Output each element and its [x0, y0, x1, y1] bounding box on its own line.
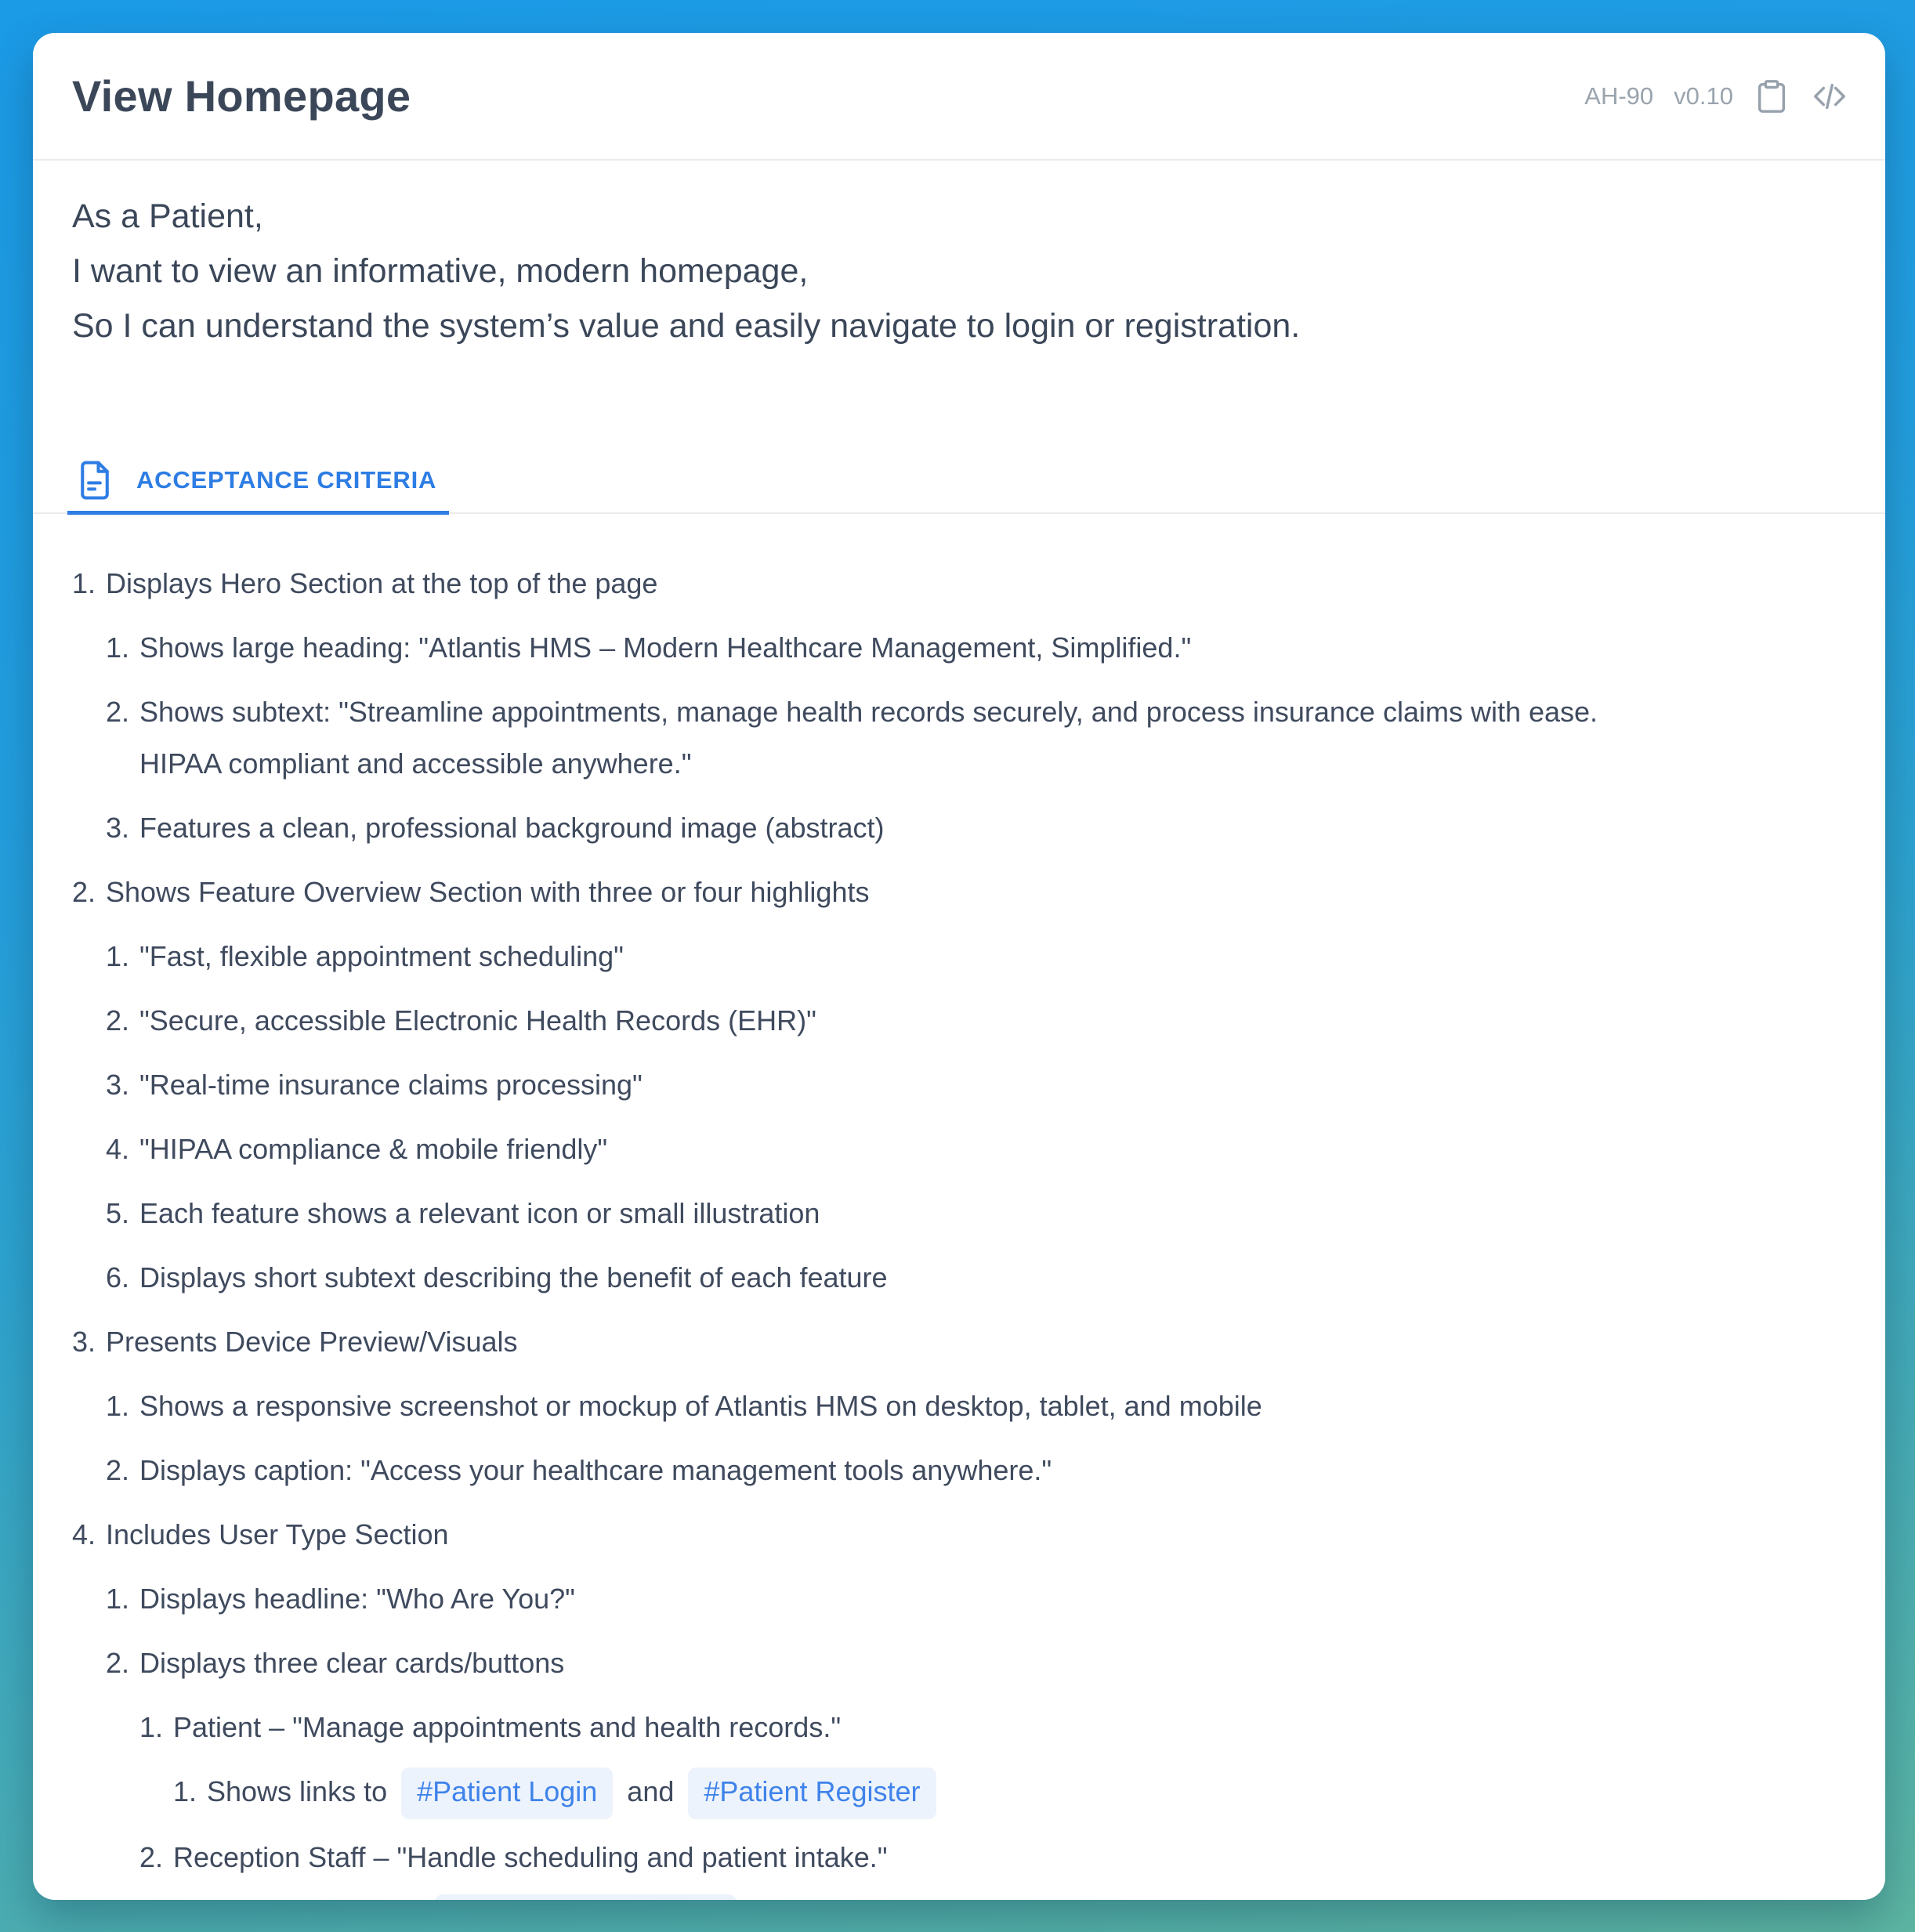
criteria-text: Displays Hero Section at the top of the page: [106, 567, 658, 599]
item-number: 2.: [106, 696, 130, 728]
item-number: 3.: [106, 1069, 130, 1101]
item-number: 4.: [72, 1518, 96, 1550]
criteria-text: [207, 1766, 1846, 1819]
criteria-row: [106, 1188, 1846, 1239]
criteria-text: "Real-time insurance claims processing": [139, 1069, 643, 1101]
user-story: [72, 189, 1846, 353]
criteria-text: Each feature shows a relevant icon or small illustration: [139, 1197, 820, 1229]
criteria-row: [139, 1832, 1846, 1883]
criteria-text-segment: and: [619, 1775, 682, 1807]
story-line-goal: I want to view an informative, modern homepage,: [72, 252, 809, 290]
criteria-row: [106, 1380, 1846, 1432]
criteria-text: Displays three clear cards/buttons: [139, 1647, 565, 1679]
clipped-pill-sliver: [435, 1894, 737, 1900]
code-button[interactable]: [1810, 78, 1849, 114]
page-title: View Homepage: [72, 71, 411, 121]
criteria-text-segment: HIPAA compliant and accessible anywhere.": [139, 747, 692, 780]
item-number: 3.: [72, 1326, 96, 1358]
criteria-text-segment: Shows links to: [207, 1775, 396, 1807]
item-number: 2.: [106, 1454, 130, 1486]
criteria-text: Displays caption: "Access your healthcare management tools anywhere.": [139, 1454, 1052, 1486]
link-pill[interactable]: #Patient Login: [401, 1767, 613, 1819]
criteria-item: [106, 802, 1846, 854]
story-card: [33, 33, 1885, 1900]
item-number: 1.: [106, 631, 130, 664]
criteria-item: [106, 1380, 1846, 1432]
criteria-item: [106, 1059, 1846, 1111]
tab-bar: [33, 459, 1885, 514]
criteria-item: [106, 1637, 1846, 1883]
criteria-row: [106, 995, 1846, 1047]
tab-label: ACCEPTANCE CRITERIA: [136, 466, 437, 494]
item-number: 4.: [106, 1133, 130, 1165]
criteria-row: [106, 802, 1846, 854]
criteria-row: [72, 1509, 1846, 1561]
criteria-text: Includes User Type Section: [106, 1518, 449, 1550]
criteria-item: [106, 1252, 1846, 1304]
criteria-item: [106, 995, 1846, 1047]
header-meta: [1584, 78, 1849, 114]
item-number: 6.: [106, 1261, 130, 1293]
card-header: [33, 33, 1885, 161]
item-number: 1.: [139, 1711, 164, 1743]
ticket-id: AH-90: [1584, 81, 1654, 110]
tab-acceptance-criteria[interactable]: [67, 459, 449, 515]
criteria-item: [173, 1766, 1846, 1819]
criteria-row: [106, 1445, 1846, 1496]
item-number: 2.: [106, 1004, 130, 1037]
item-number: 1.: [106, 940, 130, 972]
criteria-row: [72, 867, 1846, 918]
copy-button[interactable]: [1754, 78, 1790, 114]
criteria-row: [106, 1252, 1846, 1304]
story-line-benefit: So I can understand the system’s value and easily navigate to login or registration.: [72, 307, 1301, 345]
criteria-text: Shows large heading: "Atlantis HMS – Modern Healthcare Management, Simplified.": [139, 631, 1192, 664]
criteria-item: [72, 1316, 1846, 1496]
criteria-item: [139, 1832, 1846, 1883]
criteria-item: [72, 1509, 1846, 1883]
criteria-text: Shows a responsive screenshot or mockup of Atlantis HMS on desktop, tablet, and mobile: [139, 1390, 1262, 1422]
criteria-item: [106, 931, 1846, 982]
criteria-text: "Secure, accessible Electronic Health Records (EHR)": [139, 1004, 816, 1037]
item-number: 2.: [139, 1841, 164, 1873]
criteria-row: [106, 622, 1846, 674]
item-number: 5.: [106, 1197, 130, 1229]
criteria-item: [106, 1445, 1846, 1496]
criteria-row: [106, 931, 1846, 982]
criteria-text: Displays short subtext describing the benefit of each feature: [139, 1261, 888, 1293]
item-number: 2.: [106, 1647, 130, 1679]
criteria-row: [173, 1766, 1846, 1819]
criteria-text: Shows Feature Overview Section with three or four highlights: [106, 876, 870, 908]
criteria-row: [139, 1702, 1846, 1753]
criteria-row: [106, 1573, 1846, 1625]
criteria-item: [139, 1702, 1846, 1819]
criteria-item: [106, 1188, 1846, 1239]
criteria-text: [139, 686, 1846, 790]
criteria-text-segment: Shows subtext: "Streamline appointments, manage health records securely, and process insurance claims with ease.: [139, 696, 1598, 728]
criteria-row: [106, 1059, 1846, 1111]
item-number: 1.: [173, 1775, 197, 1807]
criteria-row: [72, 1316, 1846, 1368]
item-number: 2.: [72, 876, 96, 908]
criteria-item: [72, 558, 1846, 854]
item-number: 1.: [106, 1390, 130, 1422]
version-label: v0.10: [1674, 81, 1733, 110]
criteria-row: [106, 1123, 1846, 1175]
criteria-item: [106, 1123, 1846, 1175]
criteria-text: "Fast, flexible appointment scheduling": [139, 940, 624, 972]
criteria-text: Features a clean, professional background image (abstract): [139, 812, 885, 844]
criteria-row: [106, 1637, 1846, 1689]
item-number: 1.: [106, 1583, 130, 1615]
acceptance-criteria-list: [72, 558, 1846, 1883]
criteria-row: [106, 686, 1846, 790]
criteria-item: [106, 622, 1846, 674]
criteria-text: "HIPAA compliance & mobile friendly": [139, 1133, 608, 1165]
story-line-role: As a Patient,: [72, 197, 263, 235]
criteria-item: [106, 1573, 1846, 1625]
criteria-text: Reception Staff – "Handle scheduling and patient intake.": [173, 1841, 888, 1873]
criteria-text: Patient – "Manage appointments and health records.": [173, 1711, 842, 1743]
criteria-text: Presents Device Preview/Visuals: [106, 1326, 518, 1358]
criteria-item: [106, 686, 1846, 790]
item-number: 3.: [106, 812, 130, 844]
item-number: 1.: [72, 567, 96, 599]
criteria-row: [72, 558, 1846, 610]
criteria-item: [72, 867, 1846, 1304]
clipboard-icon: [1754, 78, 1790, 114]
criteria-text: Displays headline: "Who Are You?": [139, 1583, 575, 1615]
link-pill[interactable]: #Patient Register: [688, 1767, 936, 1819]
code-icon: [1810, 78, 1849, 114]
document-icon: [74, 459, 116, 501]
